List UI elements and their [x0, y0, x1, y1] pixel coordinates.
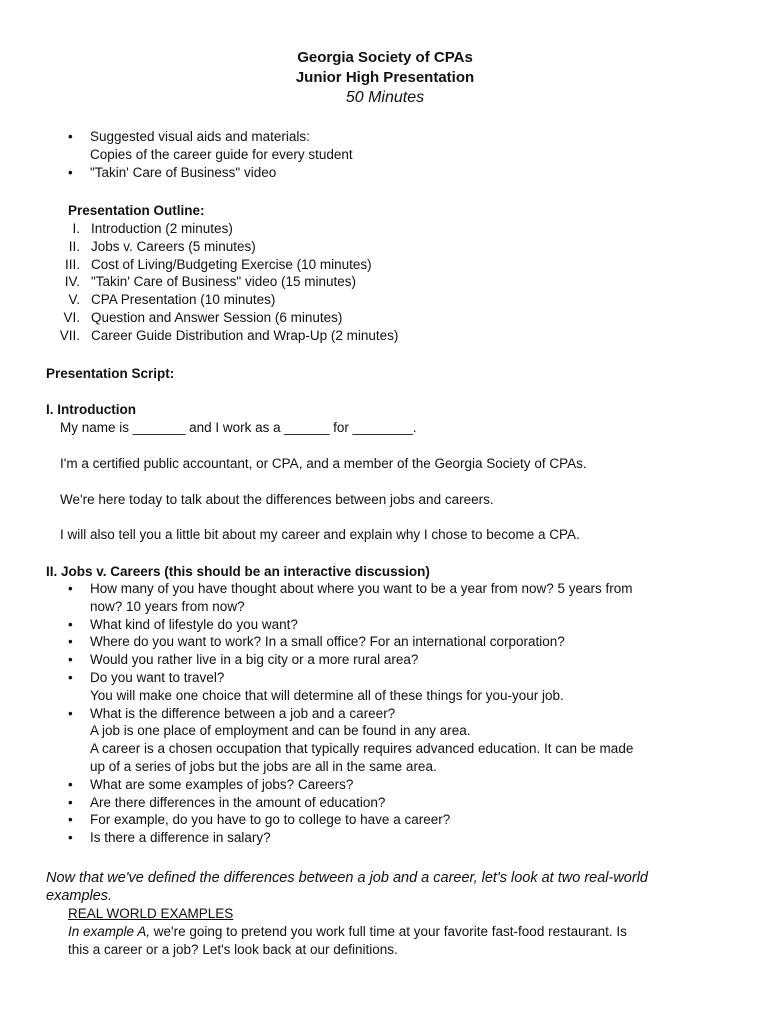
list-item: • What are some examples of jobs? Careers?: [68, 776, 354, 792]
document-subtitle: Junior High Presentation: [295, 69, 475, 86]
bullet-icon: •: [68, 794, 73, 810]
bullet-icon: •: [68, 634, 73, 650]
outline-list: [0, 220, 700, 345]
list-item: • Is there a difference in salary?: [68, 830, 271, 846]
list-item: III. Cost of Living/Budgeting Exercise (10 minutes): [64, 256, 372, 272]
list-item: • Suggested visual aids and materials: Copies of the career guide for every student: [68, 129, 353, 162]
intro-heading: I. Introduction: [46, 402, 136, 417]
list-item: • Would you rather live in a big city or a more rural area?: [68, 652, 419, 668]
real-world-heading: REAL WORLD EXAMPLES: [68, 906, 234, 921]
bullet-icon: •: [68, 616, 73, 632]
duration-label: 50 Minutes: [345, 89, 425, 106]
bullet-icon: •: [68, 812, 73, 828]
list-item: VII. Career Guide Distribution and Wrap-Up (2 minutes): [59, 327, 399, 343]
list-item: • What kind of lifestyle do you want?: [68, 616, 298, 632]
jobs-heading: II. Jobs v. Careers (this should be an interactive discussion): [46, 564, 430, 579]
list-item: • "Takin' Care of Business" video: [68, 164, 277, 180]
list-item: • For example, do you have to go to college to have a career?: [68, 812, 451, 828]
outline-heading: Presentation Outline:: [68, 203, 205, 218]
intro-line: I will also tell you a little bit about my career and explain why I chose to become a CPA.: [60, 527, 580, 543]
transition-paragraph: Now that we've defined the differences between a job and a career, let's look at two real-world examples.: [46, 870, 648, 904]
bullet-icon: •: [68, 129, 73, 144]
list-item: • Where do you want to work? In a small office? For an international corporation?: [68, 634, 565, 650]
list-item: I. Introduction (2 minutes): [72, 221, 233, 236]
bullet-icon: •: [68, 669, 73, 685]
list-item: V. CPA Presentation (10 minutes): [68, 292, 276, 308]
list-item: VI. Question and Answer Session (6 minutes): [63, 309, 343, 325]
example-a-paragraph: In example A, we're going to pretend you work full time at your favorite fast-food restaurant. Is this a career or a job? Let's look back at our definitions.: [68, 924, 627, 957]
list-item: • What is the difference between a job and a career? A job is one place of employment and can be found in any area. A career is a chosen occupation that typically requires advanced education. It can be made up of a series of jobs but the jobs are all in the same area.: [68, 705, 634, 774]
materials-list: [44, 128, 744, 181]
intro-section: [60, 419, 750, 544]
list-item: IV. "Takin' Care of Business" video (15 minutes): [64, 274, 357, 290]
bullet-icon: •: [68, 776, 73, 792]
bullet-icon: •: [68, 652, 73, 668]
document-title: Georgia Society of CPAs: [297, 49, 473, 66]
list-item: • Do you want to travel? You will make one choice that will determine all of these things for you-your job.: [68, 669, 564, 703]
bullet-icon: •: [68, 164, 73, 180]
intro-line: We're here today to talk about the differences between jobs and careers.: [60, 491, 494, 507]
list-item: II. Jobs v. Careers (5 minutes): [68, 238, 256, 254]
intro-line: My name is _______ and I work as a ______ for ________.: [60, 420, 417, 435]
script-heading: Presentation Script:: [46, 366, 175, 381]
bullet-icon: •: [68, 830, 73, 846]
bullet-icon: •: [68, 581, 73, 596]
jobs-list: [44, 580, 754, 847]
list-item: • How many of you have thought about where you want to be a year from now? 5 years from now? 10 years from now?: [68, 581, 633, 614]
intro-line: I'm a certified public accountant, or CPA, and a member of the Georgia Society of CPAs.: [60, 455, 587, 471]
bullet-icon: •: [68, 705, 73, 721]
list-item: • Are there differences in the amount of education?: [68, 794, 386, 810]
